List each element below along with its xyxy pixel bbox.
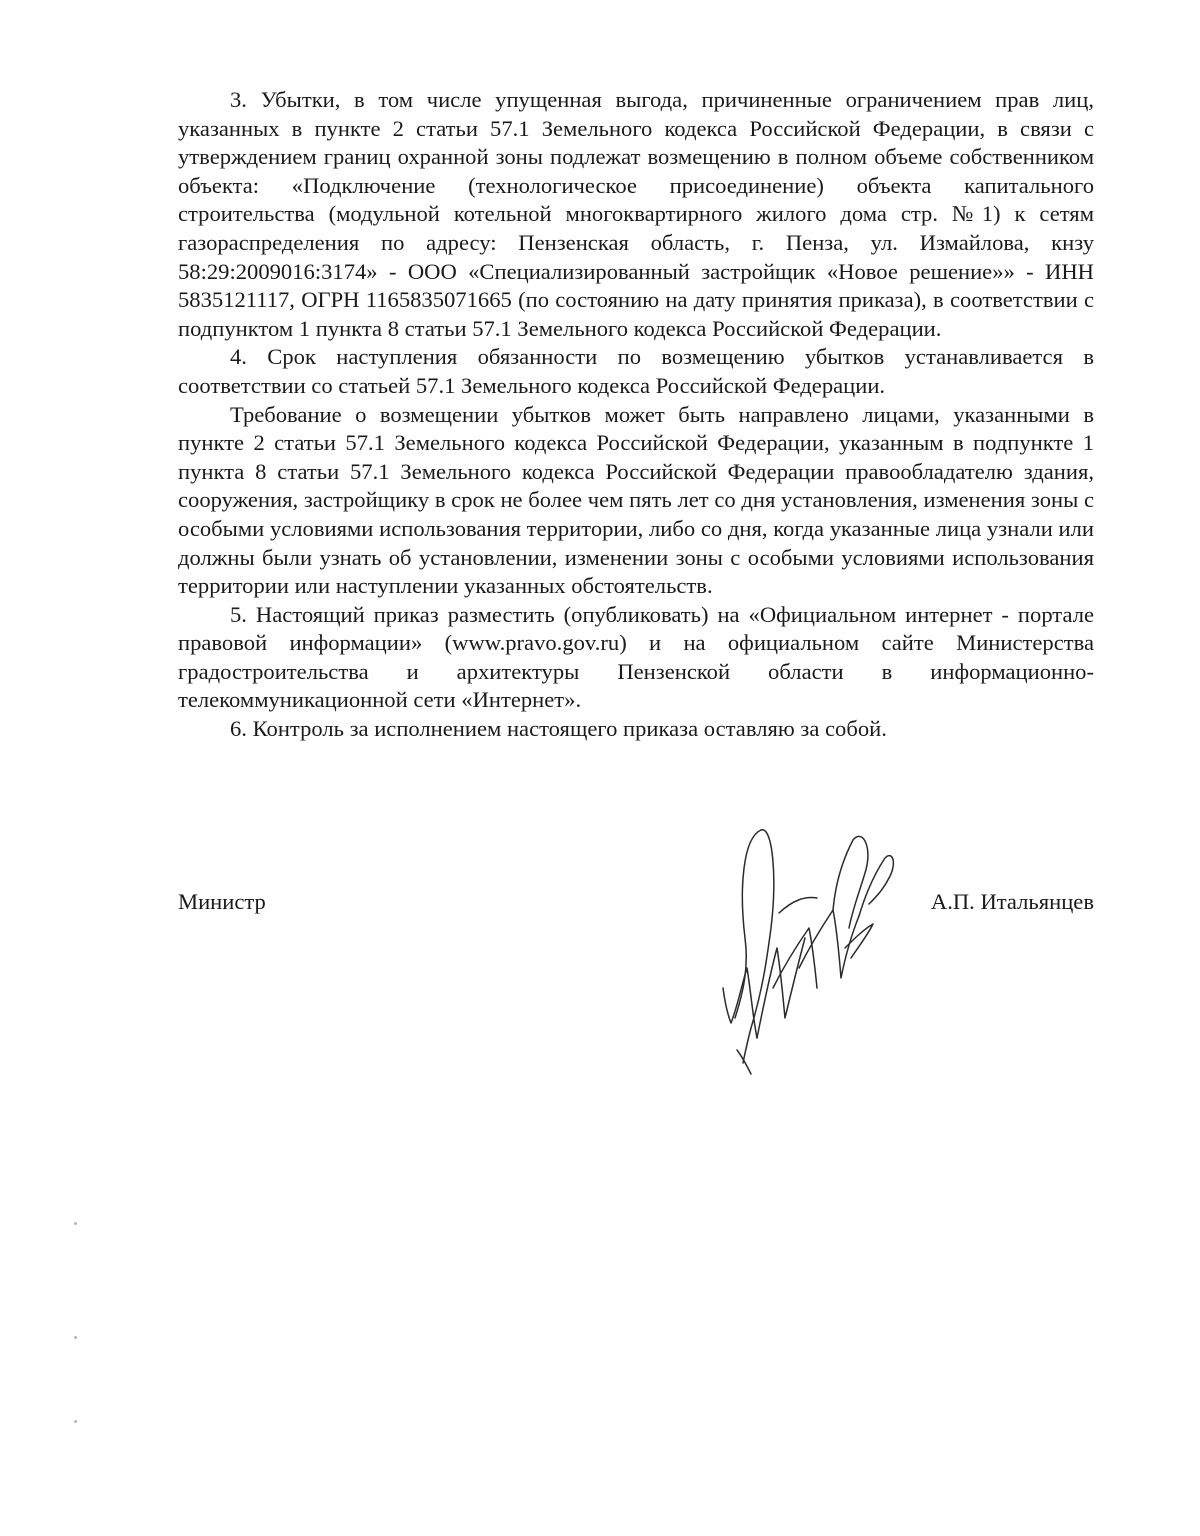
scan-artifact (74, 1336, 77, 1339)
scan-artifact (74, 1420, 77, 1423)
signatory-name: А.П. Итальянцев (930, 889, 1094, 914)
paragraph-item-3: 3. Убытки, в том числе упущенная выгода, причиненные ограничением прав лиц, указанных в пункте 2 статьи 57.1 Земельного кодекса Российской Федерации, в связи с утверждением границ охранной зоны подлежат возмещению в полном объеме собственником объекта: «Подключение (технологическое присоединение) объекта капитального строительства (модульной котельной многоквартирного жилого дома стр. №1) к сетям газораспределения по адресу: Пензенская область, г. Пенза, ул. Измайлова, кнзу 58:29:2009016:3174» - ООО «Специализированный застройщик «Новое решение»» - ИНН 5835121117, ОГРН 1165835071665 (по состоянию на дату принятия приказа), в соответствии с подпунктом 1 пункта 8 статьи 57.1 Земельного кодекса Российской Федерации. (178, 87, 1094, 341)
document-body (178, 86, 1094, 744)
paragraph-claim-requirement: Требование о возмещении убытков может быть направлено лицами, указанными в пункте 2 статьи 57.1 Земельного кодекса Российской Федерации, указанным в подпункте 1 пункта 8 статьи 57.1 Земельного кодекса Российской Федерации правообладателю здания, сооружения, застройщику в срок не более чем пять лет со дня установления, изменения зоны с особыми условиями использования территории, либо со дня, когда указанные лица узнали или должны были узнать об установлении, изменении зоны с особыми условиями использования территории или наступлении указанных обстоятельств. (178, 401, 1094, 599)
paragraph-item-5: 5. Настоящий приказ разместить (опубликовать) на «Официальном интернет - портале правовой информации» (www.pravo.gov.ru) и на официальном сайте Министерства градостроительства и архитектуры Пензенской области в информационно-телекоммуникационной сети «Интернет». (178, 601, 1094, 713)
scan-artifact (74, 1222, 77, 1225)
handwritten-signature (713, 818, 913, 1078)
signature-block (178, 880, 1094, 1080)
paragraph-item-6: 6. Контроль за исполнением настоящего приказа оставляю за собой. (230, 716, 887, 742)
position-title: Министр (178, 889, 266, 914)
paragraph-item-4: 4. Срок наступления обязанности по возмещению убытков устанавливается в соответствии со статьей 57.1 Земельного кодекса Российской Федерации. (178, 344, 1094, 398)
